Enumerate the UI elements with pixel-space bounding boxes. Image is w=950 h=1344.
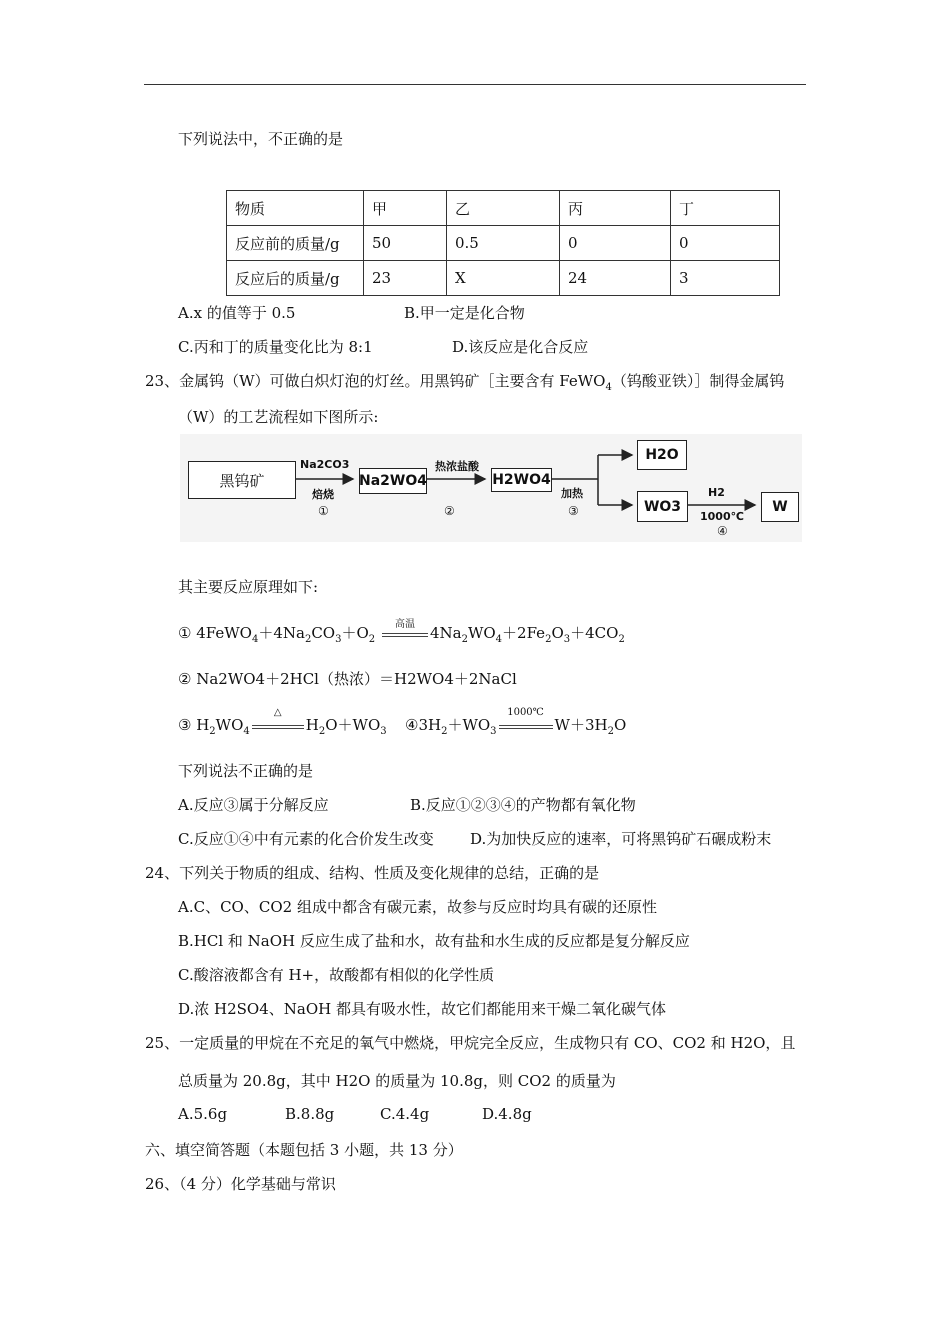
q22-option-a: A.x 的值等于 0.5: [178, 304, 296, 322]
q23-option-b: B.反应①②③④的产物都有氧化物: [410, 796, 636, 814]
q25-option-b: B.8.8g: [285, 1105, 335, 1123]
mass-table: [226, 190, 780, 296]
q24-option-a: A.C、CO、CO2 组成中都含有碳元素，故参与反应时均具有碳的还原性: [178, 898, 657, 916]
q24-option-c: C.酸溶液都含有 H+，故酸都有相似的化学性质: [178, 966, 495, 984]
table-header-cell: 丁: [671, 191, 780, 226]
table-cell: 0.5: [447, 226, 560, 261]
q24-stem: 24、下列关于物质的组成、结构、性质及变化规律的总结，正确的是: [145, 864, 600, 882]
table-cell: 0: [671, 226, 780, 261]
table-row: [227, 226, 780, 261]
q24-option-b: B.HCl 和 NaOH 反应生成了盐和水，故有盐和水生成的反应都是复分解反应: [178, 932, 690, 950]
table-header-cell: 物质: [227, 191, 364, 226]
flow-box-w: W: [761, 492, 799, 522]
flow-condition-3: 加热: [561, 487, 583, 500]
table-cell: 3: [671, 261, 780, 296]
flow-box-h2wo4: H2WO4: [491, 468, 552, 492]
table-cell: 0: [560, 226, 671, 261]
flow-reagent-1: Na2CO3: [300, 458, 350, 471]
equation-1: ① $4FeWO_4+4Na_2CO_3+O_2$ 高温 $4Na_2WO_4+2Fe_2O_3+4CO_2$: [178, 622, 625, 645]
table-header-cell: 丙: [560, 191, 671, 226]
process-flow-diagram: [180, 434, 802, 542]
q25-option-a: A.5.6g: [178, 1105, 228, 1123]
table-cell: 反应后的质量/g: [227, 261, 364, 296]
flow-step-3: ③: [568, 504, 579, 518]
equation-3: ③ $H_2WO_4$ △ $H_2O+WO_3$: [178, 707, 387, 737]
table-cell: 24: [560, 261, 671, 296]
q22-option-d: D.该反应是化合反应: [452, 338, 589, 356]
flow-condition-1: 焙烧: [312, 488, 334, 501]
flow-condition-4: 1000℃: [700, 510, 744, 523]
table-header-row: [227, 191, 780, 226]
q22-prompt: 下列说法中，不正确的是: [178, 130, 344, 148]
principle-title: 其主要反应原理如下:: [178, 578, 319, 596]
flow-step-2: ②: [444, 504, 455, 518]
section-6-heading: 六、填空简答题（本题包括 3 小题，共 13 分）: [145, 1141, 463, 1159]
flow-step-4: ④: [717, 524, 728, 538]
q24-option-d: D.浓 H2SO4、NaOH 都具有吸水性，故它们都能用来干燥二氧化碳气体: [178, 1000, 666, 1018]
equation-4-condition: 1000℃: [507, 707, 544, 718]
q23-stem-line1: 23、金属钨（W）可做白炽灯泡的灯丝。用黑钨矿［主要含有 FeWO$_4$（钨酸亚铁）］制得金属钨: [145, 372, 785, 393]
table-cell: 50: [364, 226, 447, 261]
q23-stem-line2: （W）的工艺流程如下图所示:: [178, 408, 379, 426]
q23-question: 下列说法不正确的是: [178, 762, 314, 780]
flow-step-1: ①: [318, 504, 329, 518]
table-cell: 23: [364, 261, 447, 296]
q23-option-c: C.反应①④中有元素的化合价发生改变: [178, 830, 434, 848]
table-cell: 反应前的质量/g: [227, 226, 364, 261]
table-row: [227, 261, 780, 296]
equation-3-condition: △: [273, 707, 282, 718]
equation-1-condition: 高温: [394, 619, 415, 630]
equation-2: ② Na2WO4＋2HCl（热浓）＝H2WO4＋2NaCl: [178, 670, 517, 688]
q23-option-a: A.反应③属于分解反应: [178, 796, 329, 814]
flow-box-ore: 黑钨矿: [188, 461, 296, 499]
table-cell: X: [447, 261, 560, 296]
flow-box-na2wo4: Na2WO4: [359, 468, 427, 494]
q25-stem-line2: 总质量为 20.8g，其中 H2O 的质量为 10.8g，则 CO2 的质量为: [178, 1072, 616, 1090]
q22-option-c: C.丙和丁的质量变化比为 8:1: [178, 338, 373, 356]
flow-box-h2o: H2O: [637, 440, 687, 470]
q25-stem-line1: 25、一定质量的甲烷在不充足的氧气中燃烧，甲烷完全反应，生成物只有 CO、CO2 和 H2O，且: [145, 1034, 796, 1052]
q22-option-b: B.甲一定是化合物: [404, 304, 525, 322]
q23-option-d: D.为加快反应的速率，可将黑钨矿石碾成粉末: [470, 830, 772, 848]
q26-stem: 26、（4 分）化学基础与常识: [145, 1175, 336, 1193]
flow-reagent-2: 热浓盐酸: [435, 460, 479, 473]
flow-box-wo3: WO3: [637, 491, 688, 522]
q25-option-c: C.4.4g: [380, 1105, 430, 1123]
flow-reagent-4: H2: [708, 486, 725, 499]
equation-4: $④3H_2+WO_3$ 1000℃ $W+3H_2O$: [405, 707, 627, 737]
q25-option-d: D.4.8g: [482, 1105, 532, 1123]
table-header-cell: 甲: [364, 191, 447, 226]
header-rule: [144, 84, 806, 85]
table-header-cell: 乙: [447, 191, 560, 226]
